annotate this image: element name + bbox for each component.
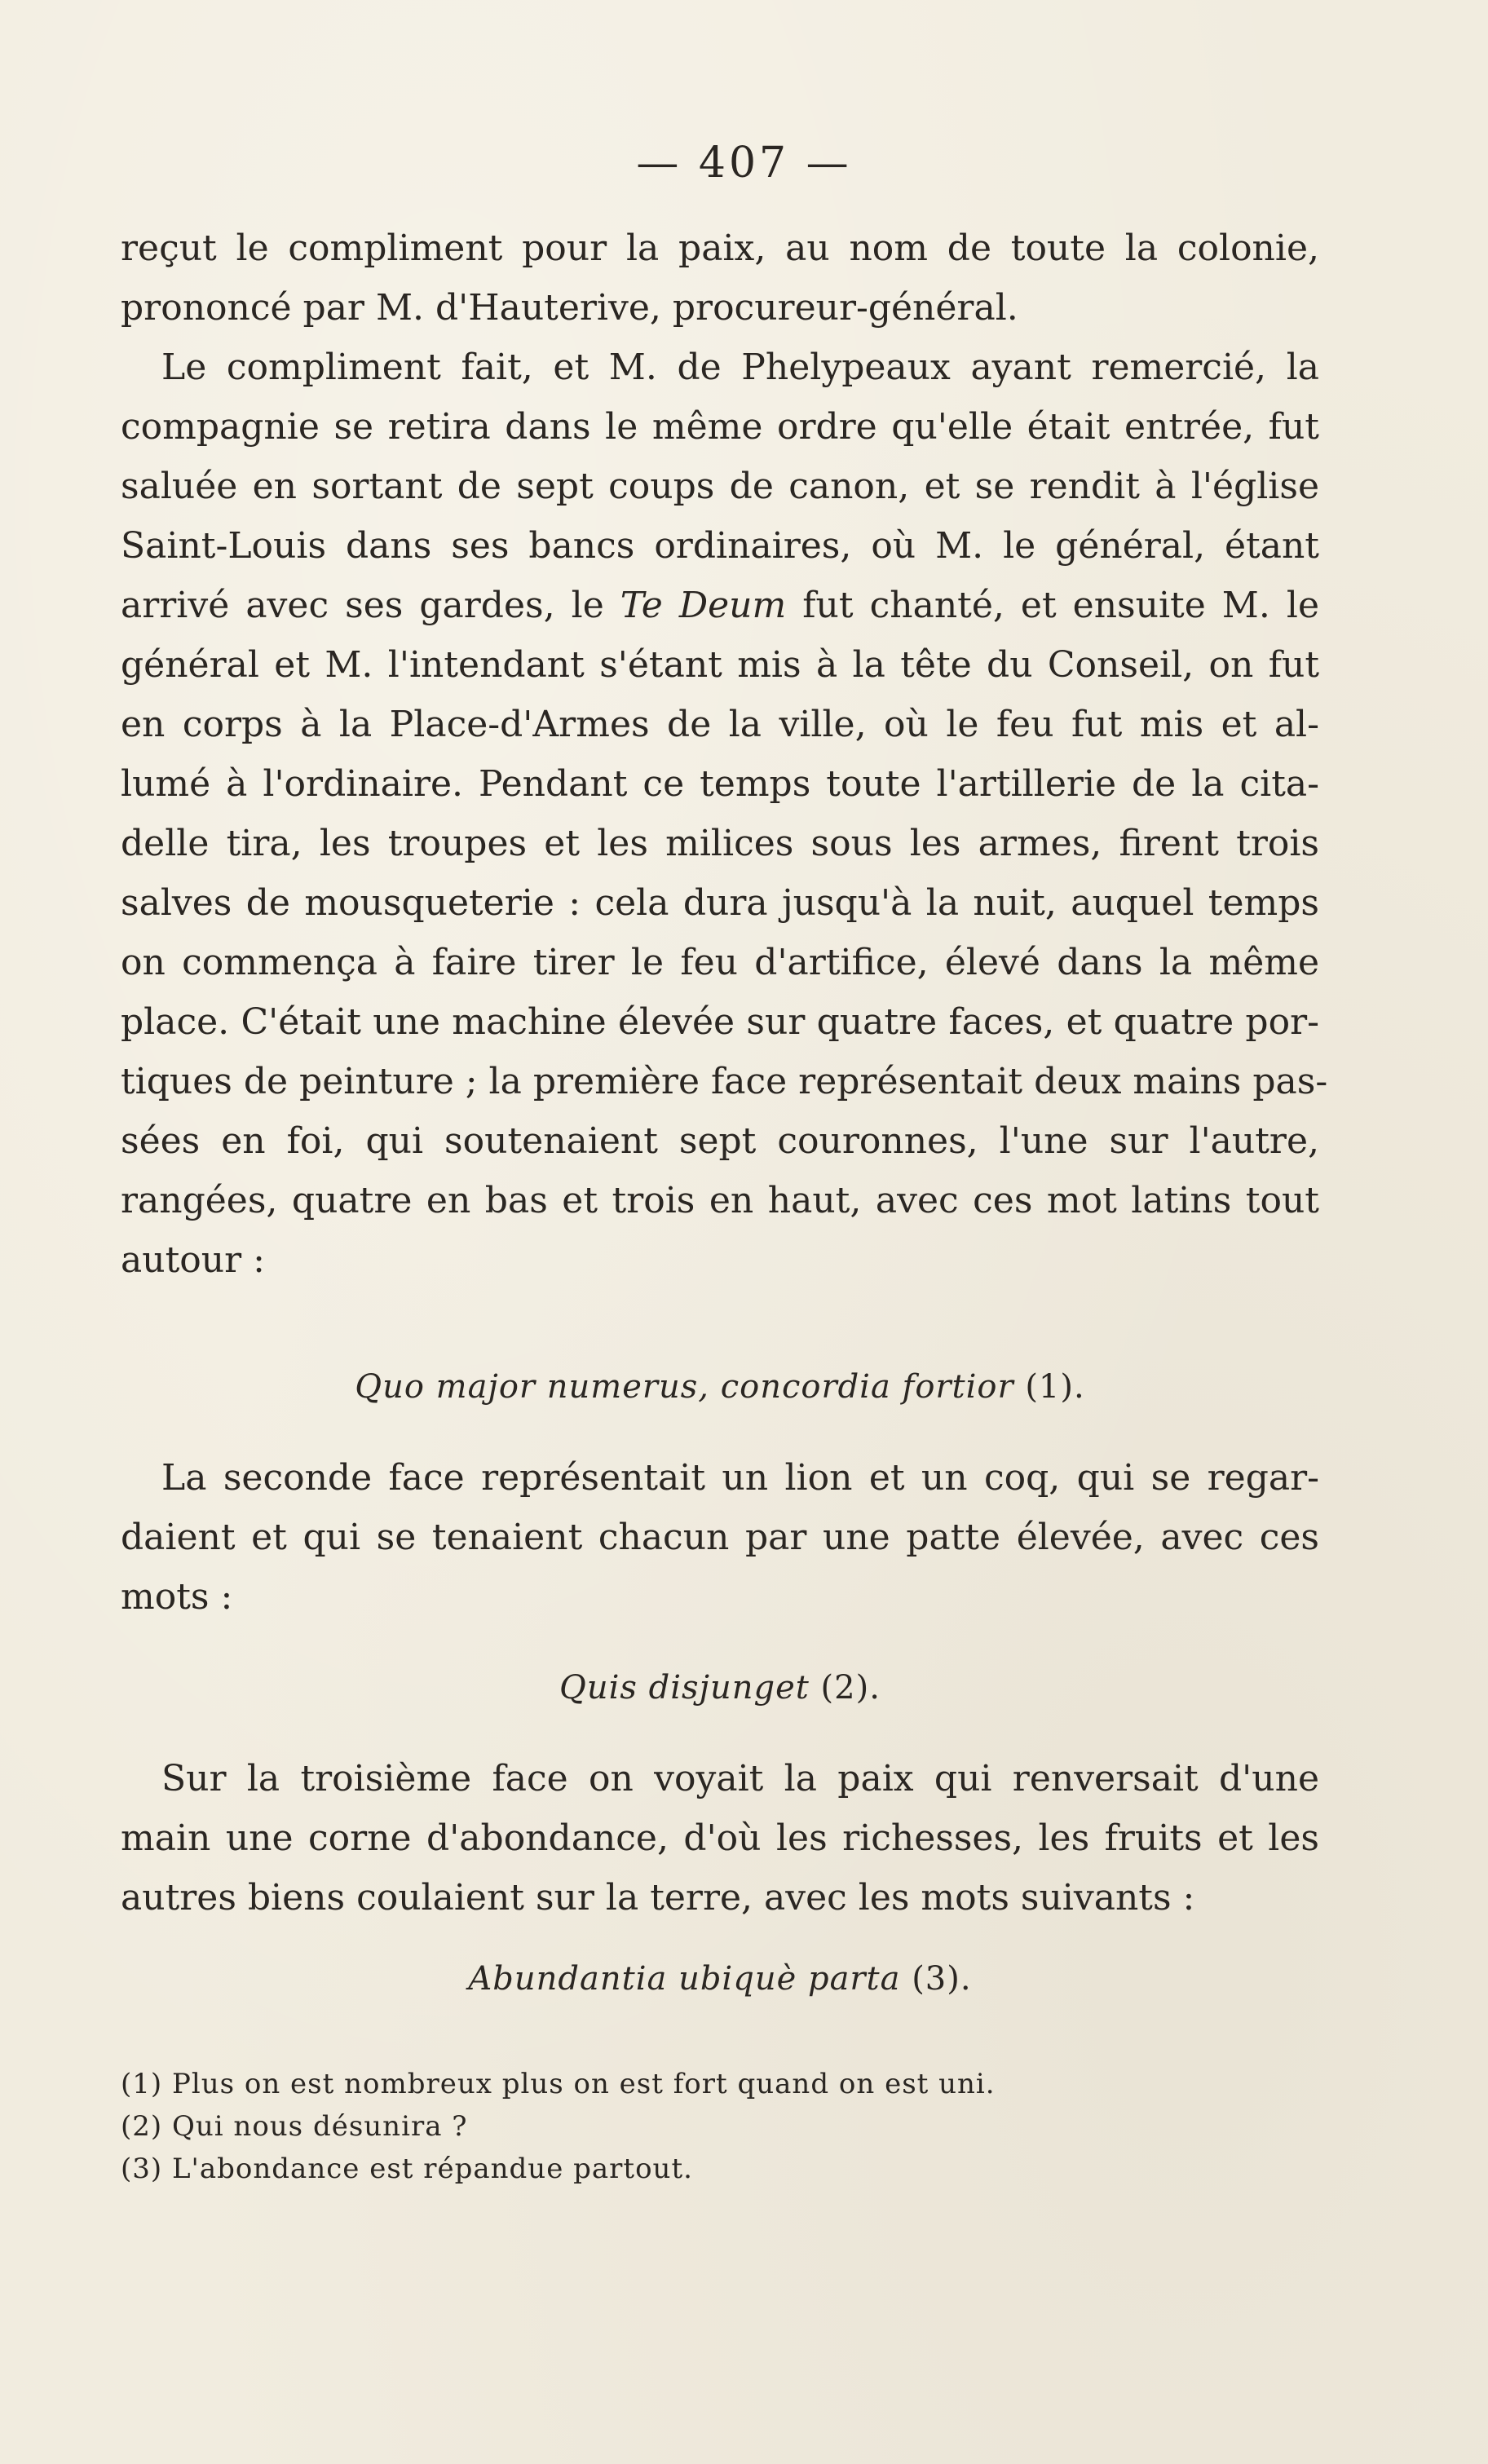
text-line: delle tira, les troupes et les milices sous les armes, firent trois — [121, 823, 1319, 864]
motto-text: Abundantia ubiquè parta — [468, 1960, 901, 1998]
text-line: sées en foi, qui soutenaient sept couronnes, l'une sur l'autre, — [121, 1120, 1319, 1162]
footnote-2: (2) Qui nous désunira ? — [121, 2110, 468, 2143]
text-line: Le compliment fait, et M. de Phelypeaux ayant remercié, la — [161, 347, 1319, 388]
text-line: La seconde face représentait un lion et un coq, qui se regar- — [161, 1457, 1319, 1499]
text-line: mots : — [121, 1576, 233, 1618]
text-line: daient et qui se tenaient chacun par une patte élevée, avec ces — [121, 1517, 1319, 1558]
footnote-ref: (2). — [809, 1669, 881, 1707]
text-line-te-deum — [121, 576, 1319, 635]
latin-motto-2 — [121, 1669, 1319, 1707]
text-line: rangées, quatre en bas et trois en haut, avec ces mot latins tout — [121, 1180, 1319, 1221]
text-line: on commença à faire tirer le feu d'artifice, élevé dans la même — [121, 942, 1319, 983]
body-text — [121, 219, 1328, 2190]
motto-text: Quis disjunget — [559, 1669, 810, 1707]
text-line: Sur la troisième face on voyait la paix qui renversait d'une — [161, 1758, 1319, 1799]
text-line: Saint-Louis dans ses bancs ordinaires, où M. le général, étant — [121, 525, 1319, 567]
text-line: en corps à la Place-d'Armes de la ville, où le feu fut mis et al- — [121, 704, 1319, 745]
text-line: général et M. l'intendant s'étant mis à la tête du Conseil, on fut — [121, 644, 1319, 686]
text-line: tiques de peinture ; la première face représentait deux mains pas- — [121, 1061, 1328, 1102]
te-deum-italic: Te Deum — [620, 585, 787, 626]
text-fragment: arrivé avec ses gardes, le — [121, 585, 620, 626]
text-line: place. C'était une machine élevée sur quatre faces, et quatre por- — [121, 1001, 1319, 1043]
text-line: main une corne d'abondance, d'où les richesses, les fruits et les — [121, 1817, 1319, 1859]
footnote-3: (3) L'abondance est répandue partout. — [121, 2153, 693, 2185]
text-line: salves de mousqueterie : cela dura jusqu'à la nuit, auquel temps — [121, 882, 1319, 924]
text-line: lumé à l'ordinaire. Pendant ce temps toute l'artillerie de la cita- — [121, 763, 1319, 805]
text-line: compagnie se retira dans le même ordre qu'elle était entrée, fut — [121, 406, 1319, 448]
text-line: saluée en sortant de sept coups de canon, et se rendit à l'église — [121, 466, 1319, 507]
footnotes — [121, 2063, 1319, 2190]
text-line: autres biens coulaient sur la terre, avec les mots suivants : — [121, 1877, 1195, 1919]
text-line: prononcé par M. d'Hauterive, procureur-général. — [121, 287, 1018, 329]
text-line: autour : — [121, 1239, 265, 1281]
motto-text: Quo major numerus, concordia fortior — [355, 1368, 1014, 1406]
footnote-1: (1) Plus on est nombreux plus on est fort quand on est uni. — [121, 2068, 996, 2100]
latin-motto-3 — [121, 1960, 1319, 1998]
footnote-ref: (3). — [900, 1960, 972, 1998]
text-line: reçut le compliment pour la paix, au nom de toute la colonie, — [121, 227, 1319, 269]
page-number: — 407 — — [636, 139, 852, 188]
footnote-ref: (1). — [1013, 1368, 1085, 1406]
text-fragment: fut chanté, et ensuite M. le — [786, 585, 1320, 626]
latin-motto-1 — [121, 1368, 1319, 1406]
